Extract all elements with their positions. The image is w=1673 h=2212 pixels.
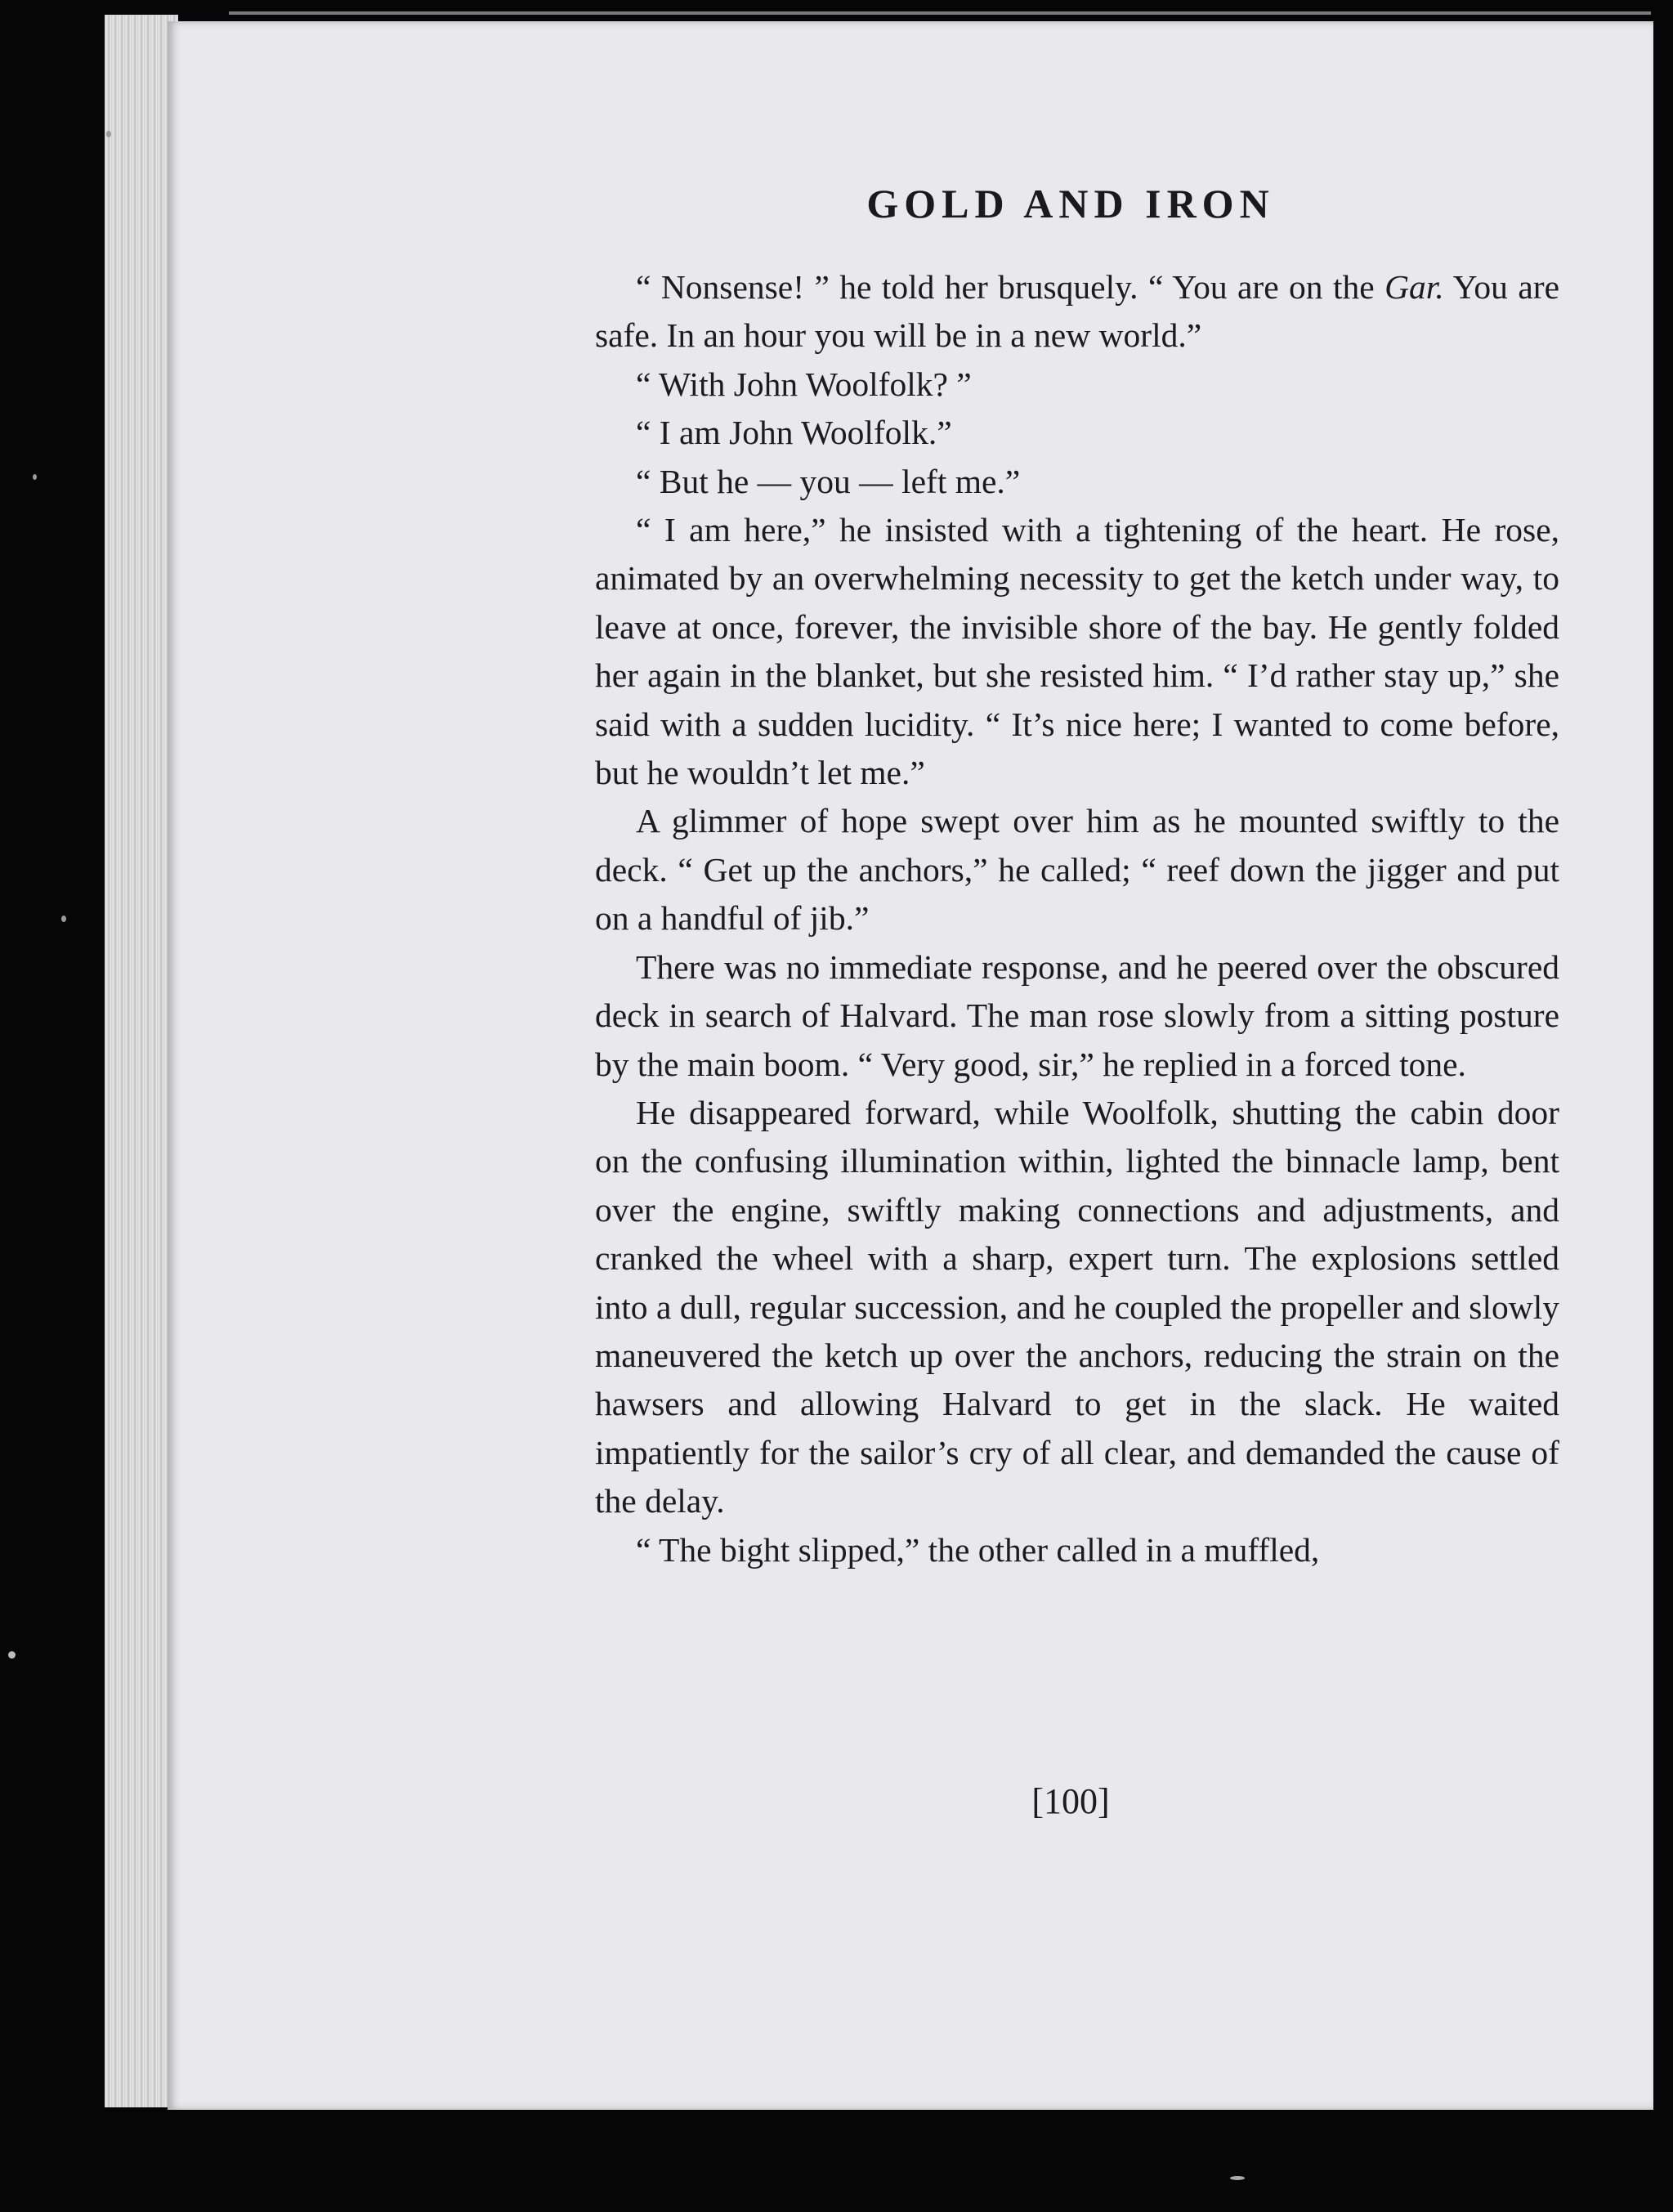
scan-speck bbox=[33, 474, 37, 480]
paragraph-5: “ I am here,” he insisted with a tightening of the heart. He rose, animated by an overwhelming necessity to get the ketch under way, to leave at once, forever, the invisible shore of the bay. He gently folded her again in the blanket, but she resisted him. “ I’d rather stay up,” she said with a sudden lucidity. “ It’s nice here; I wanted to come before, but he wouldn’t let me.” bbox=[595, 511, 1559, 792]
paragraph-9: “ The bight slipped,” the other called in a muffled, bbox=[636, 1530, 1320, 1569]
scan-speck bbox=[61, 916, 66, 922]
top-edge-line bbox=[229, 11, 1651, 15]
paragraph-4: “ But he — you — left me.” bbox=[636, 462, 1021, 500]
scan-speck bbox=[8, 1651, 16, 1659]
ship-name: Gar. bbox=[1384, 268, 1444, 306]
paragraph-6: A glimmer of hope swept over him as he mounted swiftly to the deck. “ Get up the anchors,” he called; “ reef down the jigger and put on a handful of jib.” bbox=[595, 802, 1559, 938]
paragraph-1: “ Nonsense! ” he told her brusquely. “ You are on the Gar. You are safe. In an hour you will be in a new world.” bbox=[595, 268, 1559, 355]
paragraph-7: There was no immediate response, and he peered over the obscured deck in search of Halvard. The man rose slowly from a sitting posture by the main boom. “ Very good, sir,” he replied in a forced tone. bbox=[595, 947, 1559, 1083]
scan-speck bbox=[1230, 2176, 1245, 2180]
running-head: GOLD AND IRON bbox=[866, 181, 1275, 226]
page-number: [100] bbox=[1031, 1781, 1110, 1821]
paragraph-3: “ I am John Woolfolk.” bbox=[636, 414, 952, 452]
paragraph-2: “ With John Woolfolk? ” bbox=[636, 365, 972, 403]
body-text bbox=[595, 263, 1559, 1574]
scan-speck bbox=[106, 131, 111, 137]
paragraph-8: He disappeared forward, while Woolfolk, shutting the cabin door on the confusing illumination within, lighted the binnacle lamp, bent over the engine, swiftly making connections and adjustments, and cranked the wheel with a sharp, expert turn. The explosions settled into a dull, regular succession, and he coupled the propeller and slowly maneuvered the ketch up over the anchors, reducing the strain on the hawsers and allowing Halvard to get in the slack. He waited impatiently for the sailor’s cry of all clear, and demanded the cause of the delay. bbox=[595, 1093, 1559, 1520]
